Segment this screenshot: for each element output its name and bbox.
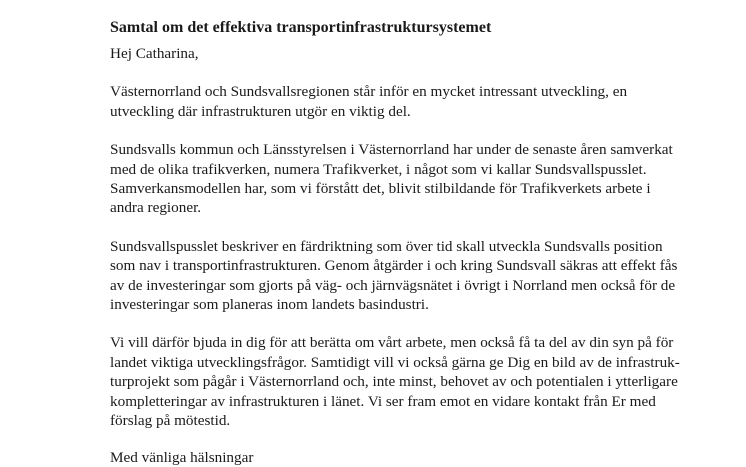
paragraph-2 <box>110 140 730 218</box>
paragraph-line: av de investeringar som gjorts på väg- och järnvägsnätet i övrigt i Norrland men också för de <box>110 276 676 294</box>
paragraph-line: Västernorrland och Sundsvallsregionen står inför en mycket intressant utveckling, en <box>110 83 628 101</box>
paragraph-line: med de olika trafikverken, numera Trafikverket, i något som vi kallar Sundsvallspusslet. <box>110 160 647 178</box>
paragraph-line: kompletteringar av infrastrukturen i länet. Vi ser fram emot en vidare kontakt från Er med <box>110 392 656 410</box>
paragraph-4 <box>110 333 730 430</box>
paragraph-line: investeringar som planeras inom landets basindustri. <box>110 296 429 314</box>
paragraph-line: andra regioner. <box>110 199 202 217</box>
paragraph-line: landet viktiga utvecklingsfrågor. Samtidigt vill vi också gärna ge Dig en bild av de infrastruk- <box>110 353 680 371</box>
paragraph-line: Sundsvalls kommun och Länsstyrelsen i Västernorrland har under de senaste åren samverkat <box>110 141 673 159</box>
letter-page <box>110 18 730 467</box>
paragraph-line: Vi vill därför bjuda in dig för att berätta om vårt arbete, men också få ta del av din syn på för <box>110 334 674 352</box>
letter-closing: Med vänliga hälsningar <box>110 448 254 466</box>
paragraph-line: turprojekt som pågår i Västernorrland och, inte minst, behovet av och potentialen i ytterligare <box>110 373 678 391</box>
paragraph-line: Sundsvallspusslet beskriver en färdriktning som över tid skall utveckla Sundsvalls position <box>110 237 663 255</box>
paragraph-line: Samverkansmodellen har, som vi förstått det, blivit stilbildande för Trafikverkets arbete i <box>110 180 651 198</box>
letter-title: Samtal om det effektiva transportinfrastruktursystemet <box>110 19 492 36</box>
paragraph-line: förslag på mötestid. <box>110 412 231 430</box>
paragraph-3 <box>110 237 730 315</box>
paragraph-line: som nav i transportinfrastrukturen. Genom åtgärder i och kring Sundsvall säkras att effekt fås <box>110 257 678 275</box>
letter-greeting: Hej Catharina, <box>110 45 199 62</box>
paragraph-line: utveckling där infrastrukturen utgör en viktig del. <box>110 102 411 120</box>
paragraph-1 <box>110 82 730 121</box>
